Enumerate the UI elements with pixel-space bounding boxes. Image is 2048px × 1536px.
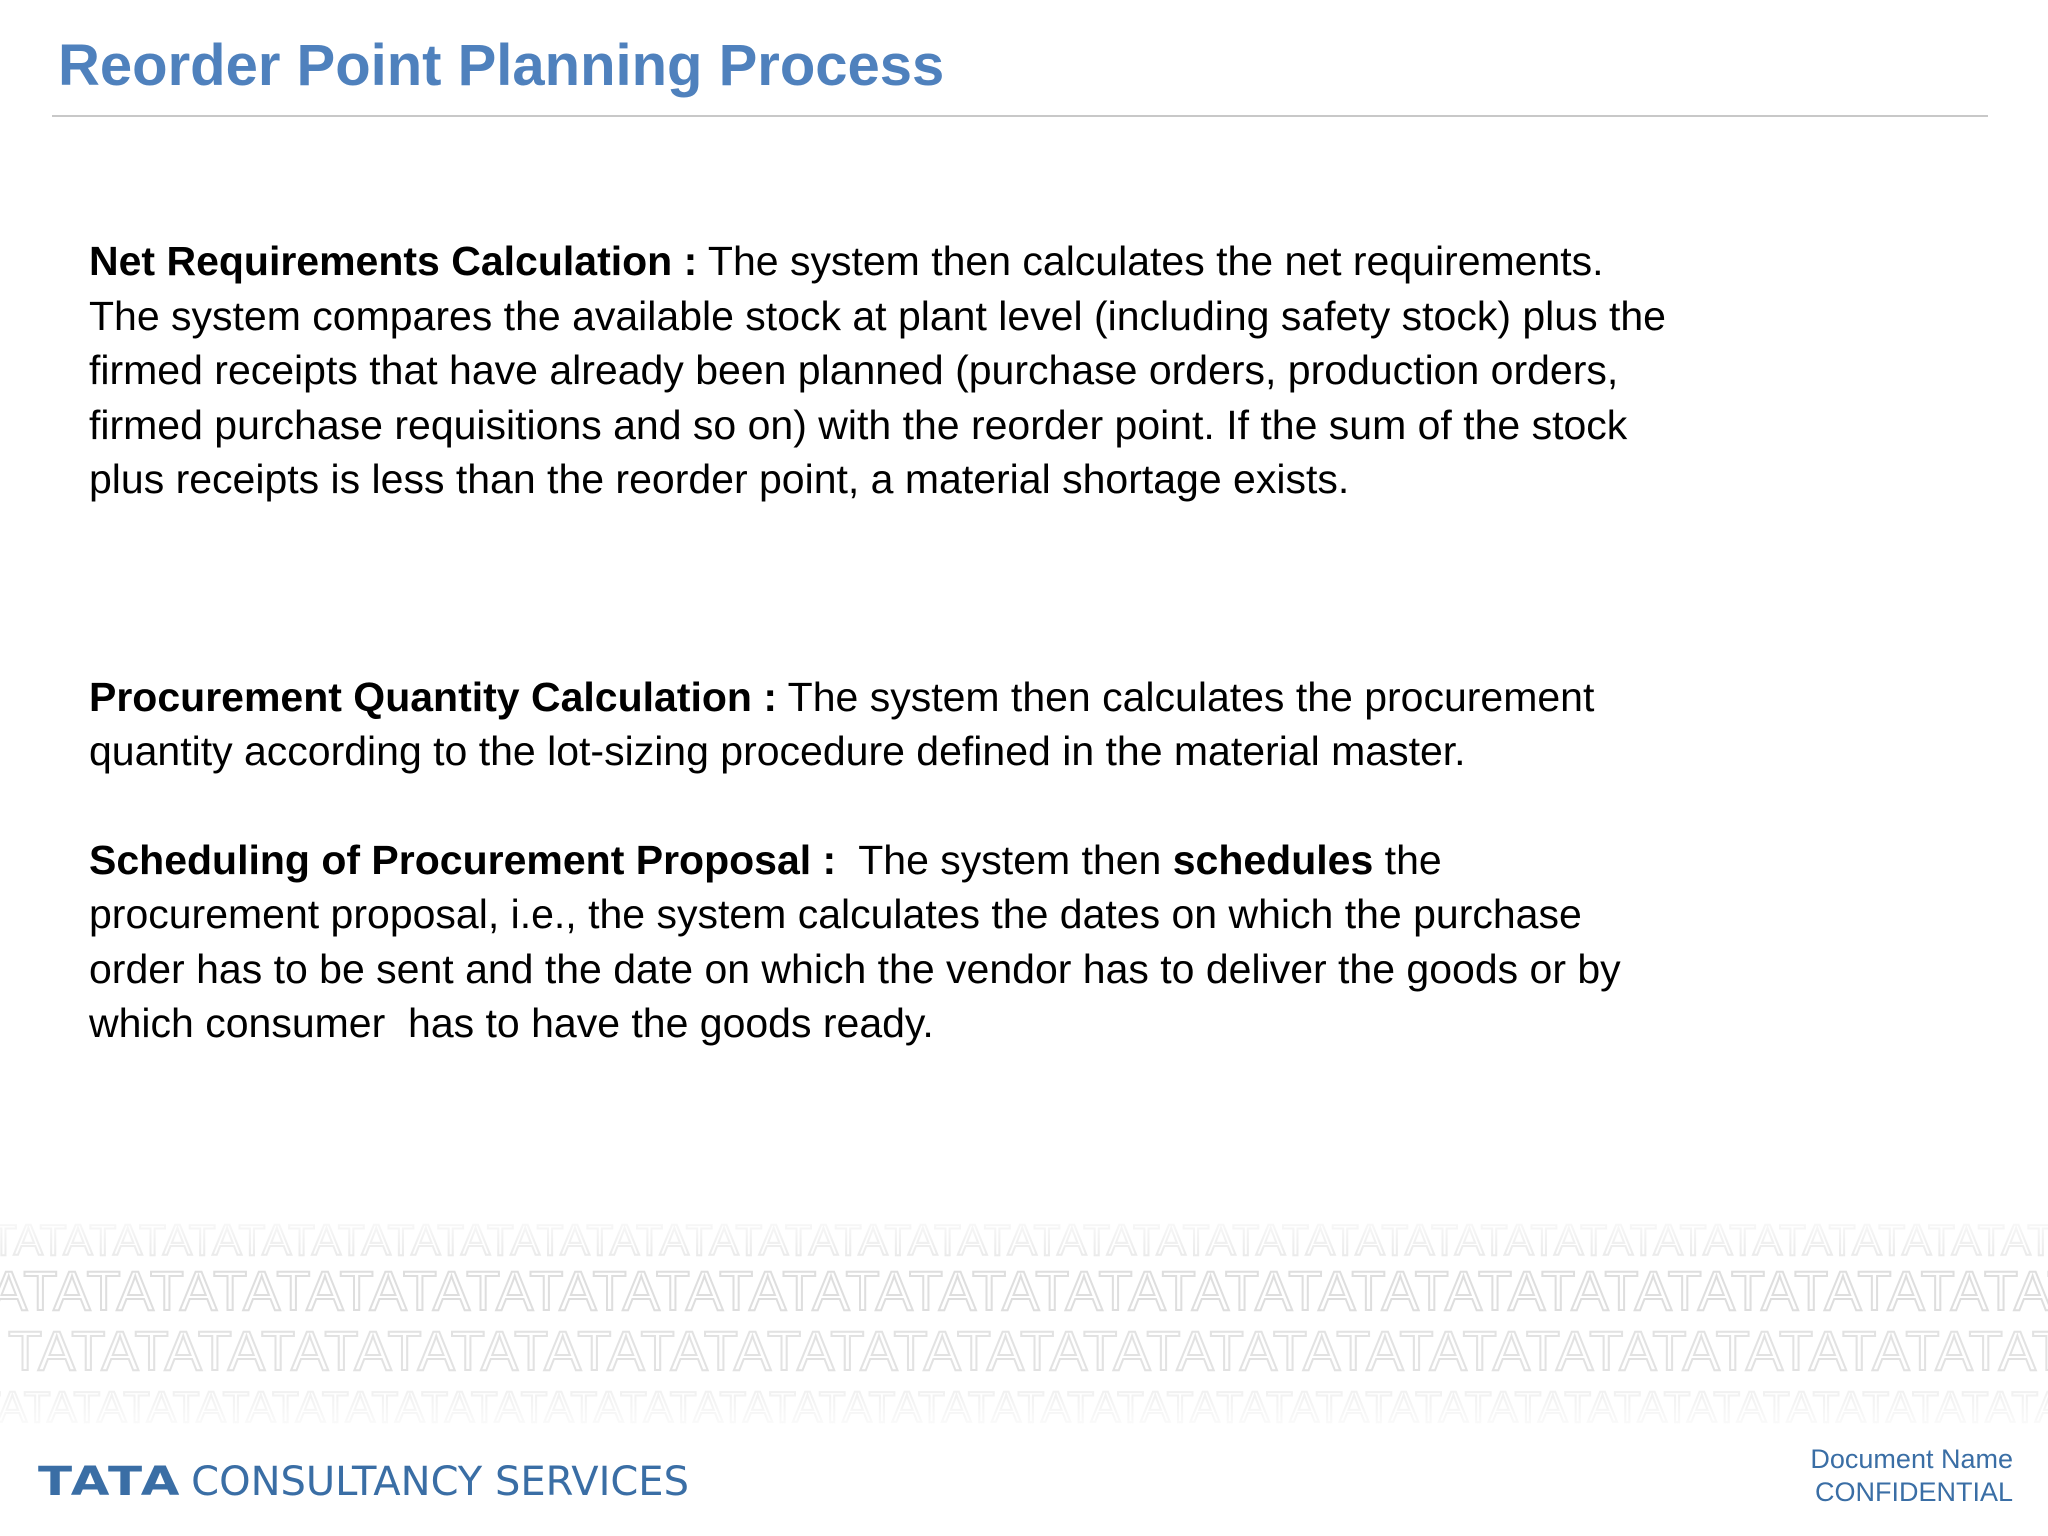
procurement-quantity-paragraph	[89, 670, 1949, 779]
scheduling-paragraph	[89, 833, 1949, 1051]
scheduling-heading: Scheduling of Procurement Proposal :	[89, 836, 837, 883]
title-divider	[52, 115, 1988, 117]
document-name: Document Name	[1810, 1444, 2013, 1474]
company-name: CONSULTANCY SERVICES	[191, 1459, 689, 1505]
procurement-quantity-heading: Procurement Quantity Calculation :	[89, 673, 777, 720]
confidential-label: CONFIDENTIAL	[1814, 1477, 2013, 1507]
tcs-logo	[38, 1455, 689, 1509]
net-requirements-heading: Net Requirements Calculation :	[89, 238, 698, 284]
tata-wordmark: TATA	[38, 1459, 182, 1505]
slide-title: Reorder Point Planning Process	[58, 33, 945, 98]
scheduling-text-after: the procurement proposal, i.e., the system calculates the dates on which the purchase order has to be sent and the date on which the vendor has to deliver the goods or by which consumer has to have the goods ready.	[89, 836, 1621, 1046]
slide-body	[89, 234, 1949, 1051]
scheduling-text-before: The system then	[836, 836, 1173, 883]
scheduling-emphasis: schedules	[1172, 836, 1374, 883]
tata-watermark-pattern	[0, 1210, 2048, 1440]
document-info	[1810, 1443, 2013, 1509]
procurement-quantity-text: The system then calculates the procurement quantity according to the lot-sizing procedure defined in the material master.	[89, 673, 1595, 774]
net-requirements-text: The system then calculates the net requirements. The system compares the available stock at plant level (including safety stock) plus the firmed receipts that have already been planned (purchase orders, production orders, firmed purchase requisitions and so on) with the reorder point. If the sum of the stock plus receipts is less than the reorder point, a material shortage exists.	[89, 238, 1666, 502]
net-requirements-paragraph	[89, 234, 1949, 507]
